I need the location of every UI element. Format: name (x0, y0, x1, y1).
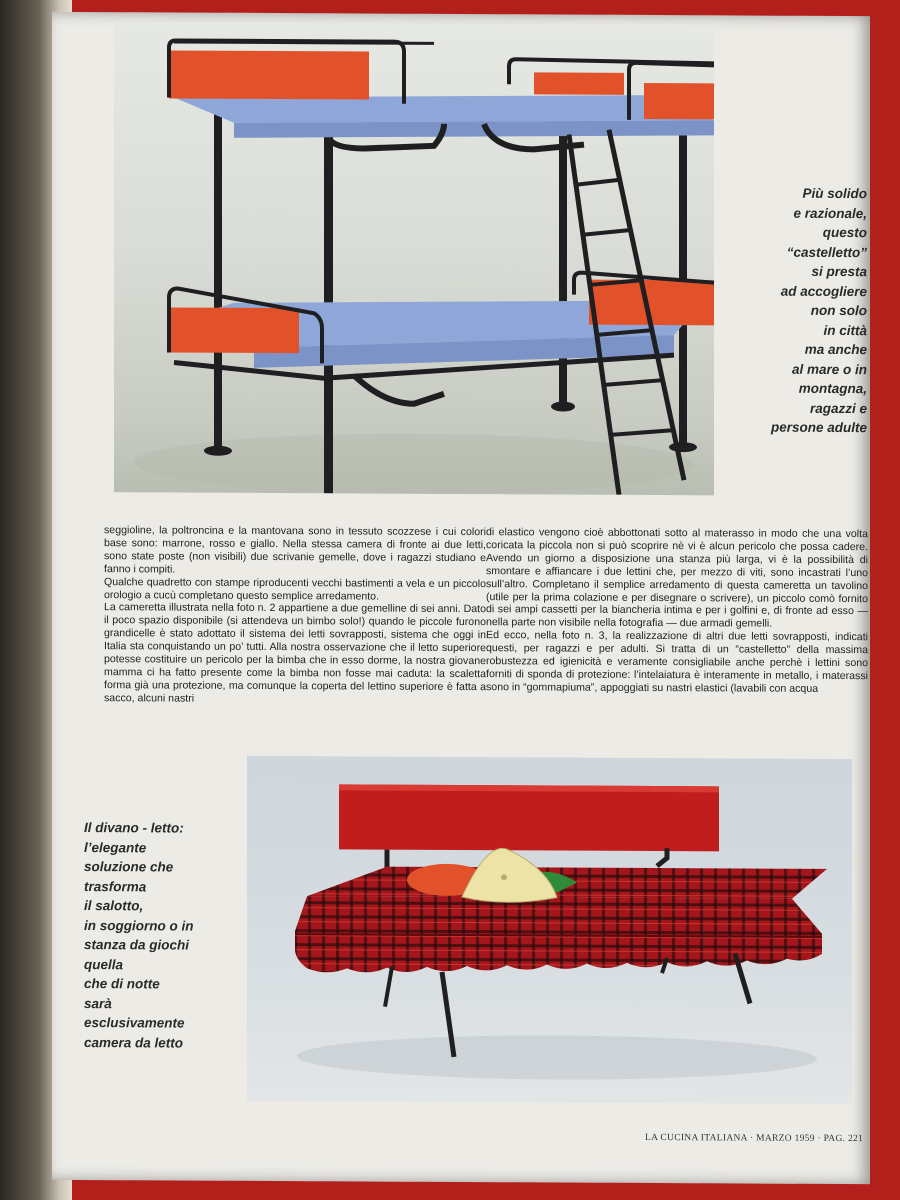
caption-line: ragazzi e (809, 400, 867, 416)
caption-line: e razionale, (793, 205, 867, 221)
caption-line: al mare o in (791, 361, 867, 377)
caption-line: persone adulte (770, 419, 867, 436)
caption-line: Più solido (802, 185, 867, 202)
caption-line: montagna, (798, 380, 867, 397)
magazine-page (52, 12, 870, 1184)
bunk-bed-photo (114, 22, 714, 495)
article-column-left (104, 524, 486, 707)
page-footer: LA CUCINA ITALIANA · MARZO 1959 · PAG. 221 (645, 1132, 864, 1145)
caption-line: “castelletto” (786, 244, 867, 260)
caption-line: quella (84, 956, 124, 972)
caption-line: esclusivamente (84, 1015, 185, 1031)
caption-line: stanza da giochi (84, 937, 190, 953)
caption-sofa-bed (84, 818, 244, 1053)
article-paragraph: La cameretta illustrata nella foto n. 2 appartiene a due gemelline di sei anni. Dato il poco spazio disponibile (si attendeva un bimbo solo!) quando le piccole furono grandicelle è stato adottato il sistema dei letti sovrapposti, sistema che oggi in Italia sta conquistando un po’ tutti. Alla nostra osservazione che il letto superiore potesse costituire un pericolo per la bimba che in esso dorme, la nostra giovane mamma ci ha fatto presente come la bimba non fosse mai caduta: la scaletta forma già una protezione, ma comunque la coperta del lettino superiore è fatta a sacco, alcuni nastri (104, 601, 486, 705)
bunk-bed-illustration (114, 22, 714, 495)
caption-line: l’elegante (84, 839, 147, 855)
caption-line: questo (822, 224, 867, 241)
caption-line: il salotto, (84, 898, 144, 914)
caption-line: in città (823, 322, 867, 338)
caption-bunk-bed (742, 183, 867, 437)
article-paragraph: Ed ecco, nella foto n. 3, la realizzazione di altri due letti sovrapposti, indicati questi, per ragazzi e per adulti. Si tratta di un “castelletto” della massima robustezza ed igienicità e veramente consigliabile anche perchè i lettini sono forniti di sponda di protezione: l’intelaiatura è interamente in metallo, i materassi sono in “gommapiuma”, appoggiati su nastri elastici (lavabili con acqua (486, 629, 868, 695)
article-paragraph: di elastico vengono cioè abbottonati sotto al materasso in modo che una volta coricata la piccola non si può scoprire nè vi è alcun pericolo che possa cadere. Avendo un giorno a disposizione una stanza più larga, vi è la possibilità di smontare e affiancare i due lettini che, per mezzo di viti, sono incastrati l’uno sull’altro. Completano il semplice arredamento di questa cameretta un tavolino (utile per la prima colazione e per disegnare o scrivere), un piccolo comò fornito di sei ampi cassetti per la biancheria intima e per i golfini e, di fronte ad esso — nella parte non visibile nella fotografia — due armadi gemelli. (486, 526, 868, 630)
caption-line: trasforma (84, 878, 147, 894)
caption-line: ad accogliere (780, 283, 867, 299)
sofa-bed-photo (247, 756, 852, 1104)
caption-line: sarà (84, 995, 112, 1011)
caption-line: camera da letto (84, 1034, 184, 1051)
article-column-right (486, 526, 868, 696)
caption-line: ma anche (804, 341, 867, 358)
caption-line: in soggiorno o in (84, 917, 194, 934)
article-paragraph: seggioline, la poltroncina e la mantovana sono in tessuto scozzese i cui colori base sono: marrone, rosso e giallo. Nella stessa camera di fronte ai due letti, sono state poste (non visibili) due scrivanie gemelle, dove i ragazzi studiano e fanno i compiti. (104, 524, 486, 576)
caption-line: Il divano - letto: (84, 820, 184, 836)
article-paragraph: Qualche quadretto con stampe riproducenti vecchi bastimenti a vela e un piccolo orologio a cucù completano questo semplice arredamento. (104, 575, 486, 603)
caption-line: non solo (810, 302, 867, 319)
caption-line: che di notte (84, 976, 160, 992)
caption-line: soluzione che (84, 859, 174, 875)
sofa-bed-illustration (247, 756, 852, 1104)
caption-line: si presta (811, 263, 867, 280)
